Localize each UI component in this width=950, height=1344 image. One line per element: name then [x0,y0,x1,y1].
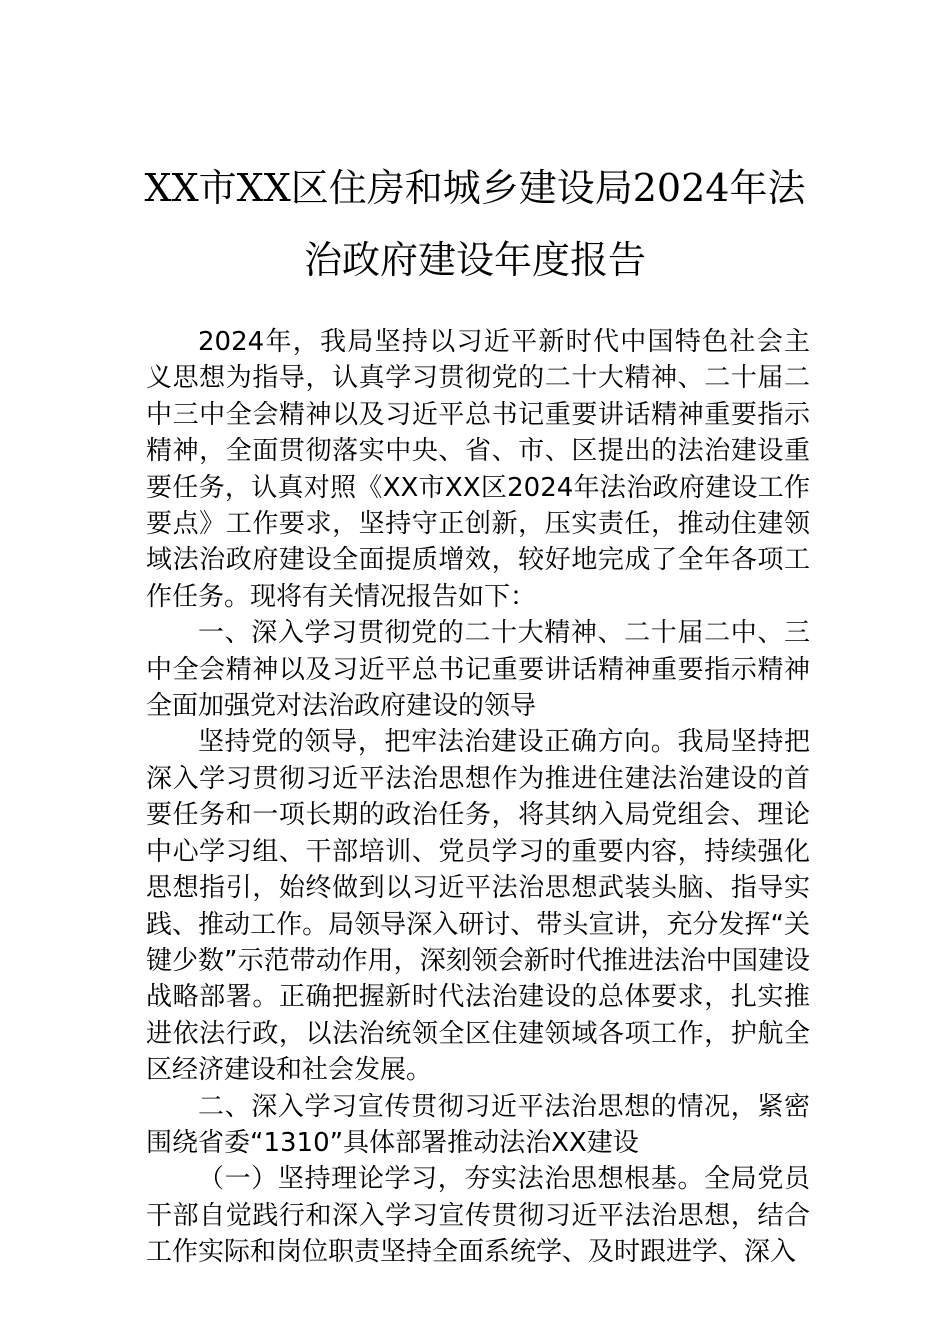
paragraph-party-leadership: 坚持党的领导，把牢法治建设正确方向。我局坚持把深入学习贯彻习近平法治思想作为推进住建法治建设的首要任务和一项长期的政治任务，将其纳入局党组会、理论中心学习组、干部培训、党员学习的重要内容，持续强化思想指引，始终做到以习近平法治思想武装头脑、指导实践、推动工作。局领导深入研讨、带头宣讲，充分发挥“关键少数”示范带动作用，深刻领会新时代推进法治中国建设战略部署。正确把握新时代法治建设的总体要求，扎实推进依法行政，以法治统领全区住建领域各项工作，护航全区经济建设和社会发展。 [146,727,810,1086]
section-heading-1: 一、深入学习贯彻党的二十大精神、二十届二中、三中全会精神以及习近平总书记重要讲话精神重要指示精神全面加强党对法治政府建设的领导 [146,618,810,722]
paragraph-theory-study: （一）坚持理论学习，夯实法治思想根基。全局党员干部自觉践行和深入学习宣传贯彻习近平法治思想，结合工作实际和岗位职责坚持全面系统学、及时跟进学、深入 [146,1164,810,1268]
document-title [100,152,850,296]
title-line-1: XX市XX区住房和城乡建设局2024年法 [144,166,806,210]
document-body [146,324,810,1271]
section-heading-2: 二、深入学习宣传贯彻习近平法治思想的情况，紧密围绕省委“1310”具体部署推动法治XX建设 [146,1091,810,1158]
paragraph-intro: 2024年，我局坚持以习近平新时代中国特色社会主义思想为指导，认真学习贯彻党的二十大精神、二十届二中三中全会精神以及习近平总书记重要讲话精神重要指示精神，全面贯彻落实中央、省、市、区提出的法治建设重要任务，认真对照《XX市XX区2024年法治政府建设工作要点》工作要求，坚持守正创新，压实责任，推动住建领域法治政府建设全面提质增效，较好地完成了全年各项工作任务。现将有关情况报告如下： [146,327,810,612]
title-line-2: 治政府建设年度报告 [303,238,646,282]
